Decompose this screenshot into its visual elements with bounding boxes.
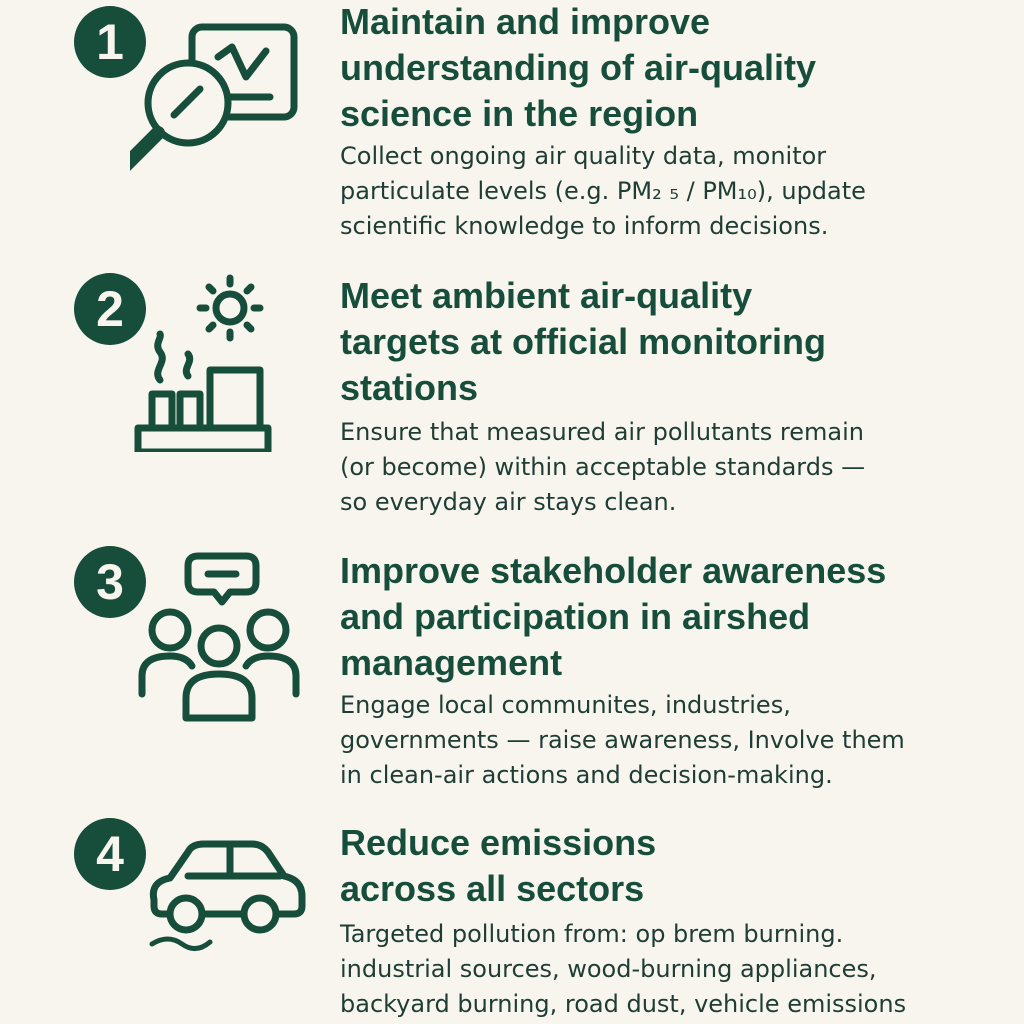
goal-title: Reduce emissions across all sectors <box>340 822 657 909</box>
goal-number-badge: 4 <box>74 818 146 890</box>
goal-title: Meet ambient air-quality targets at official monitoring stations <box>340 275 827 408</box>
goal-title: Maintain and improve understanding of air-quality science in the region <box>340 1 817 134</box>
car-emissions-icon <box>130 822 310 1002</box>
factory-sun-icon <box>130 272 310 452</box>
goal-description: Collect ongoing air quality data, monitor particulate levels (e.g. PM₂ ₅ / PM₁₀), update scientific knowledge to inform decisions. <box>340 142 866 240</box>
goal-number-badge: 3 <box>74 546 146 618</box>
goal-number-badge: 1 <box>74 6 146 78</box>
people-speech-icon <box>130 548 310 728</box>
goal-number-badge: 2 <box>74 273 146 345</box>
goal-description: Targeted pollution from: op brem burning. industrial sources, wood-burning appliances, backyard burning, road dust, vehicle emissions <box>340 920 907 1018</box>
goal-title: Improve stakeholder awareness and participation in airshed management <box>340 550 887 683</box>
goal-description: Ensure that measured air pollutants remain (or become) within acceptable standards — so everyday air stays clean. <box>340 418 866 516</box>
magnifier-chart-icon <box>130 5 310 185</box>
goal-description: Engage local communites, industries, governments — raise awareness, Involve them in clean-air actions and decision-making. <box>340 691 905 789</box>
